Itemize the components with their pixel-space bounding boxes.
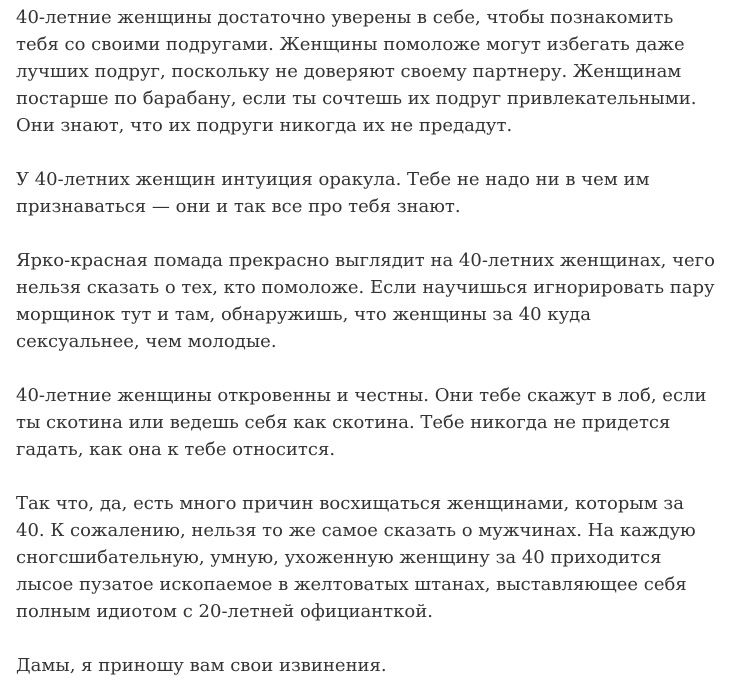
paragraph-honesty: 40-летние женщины откровенны и честны. Они тебе скажут в лоб, если ты скотина или ведешь себя как скотина. Тебе никогда не придется гадать, как она к тебе относится. [16, 385, 707, 460]
paragraph-friends: 40-летние женщины достаточно уверены в себе, чтобы познакомить тебя со своими подругами. Женщины помоложе могут избегать даже лучших подруг, поскольку не доверяют своему партнеру. Женщинам постарше по барабану, если ты сочтешь их подруг привлекательными. Они знают, что их подруги никогда их не предадут. [16, 7, 697, 136]
paragraph-apology: Дамы, я приношу вам свои извинения. [16, 655, 387, 676]
paragraph-lipstick: Ярко-красная помада прекрасно выглядит на 40-летних женщинах, чего нельзя сказать о тех, кто помоложе. Если научишься игнорировать пару морщинок тут и там, обнаружишь, что женщины за 40 куда сексуальнее, чем молодые. [16, 250, 715, 352]
paragraph-conclusion: Так что, да, есть много причин восхищаться женщинами, которым за 40. К сожалению, нельзя то же самое сказать о мужчинах. На каждую сногсшибательную, умную, ухоженную женщину за 40 приходится лысое пузатое ископаемое в желтоватых штанах, выставляющее себя полным идиотом с 20-летней официанткой. [16, 493, 696, 622]
paragraph-intuition: У 40-летних женщин интуиция оракула. Тебе не надо ни в чем им признаваться — они и так все про тебя знают. [16, 169, 650, 217]
